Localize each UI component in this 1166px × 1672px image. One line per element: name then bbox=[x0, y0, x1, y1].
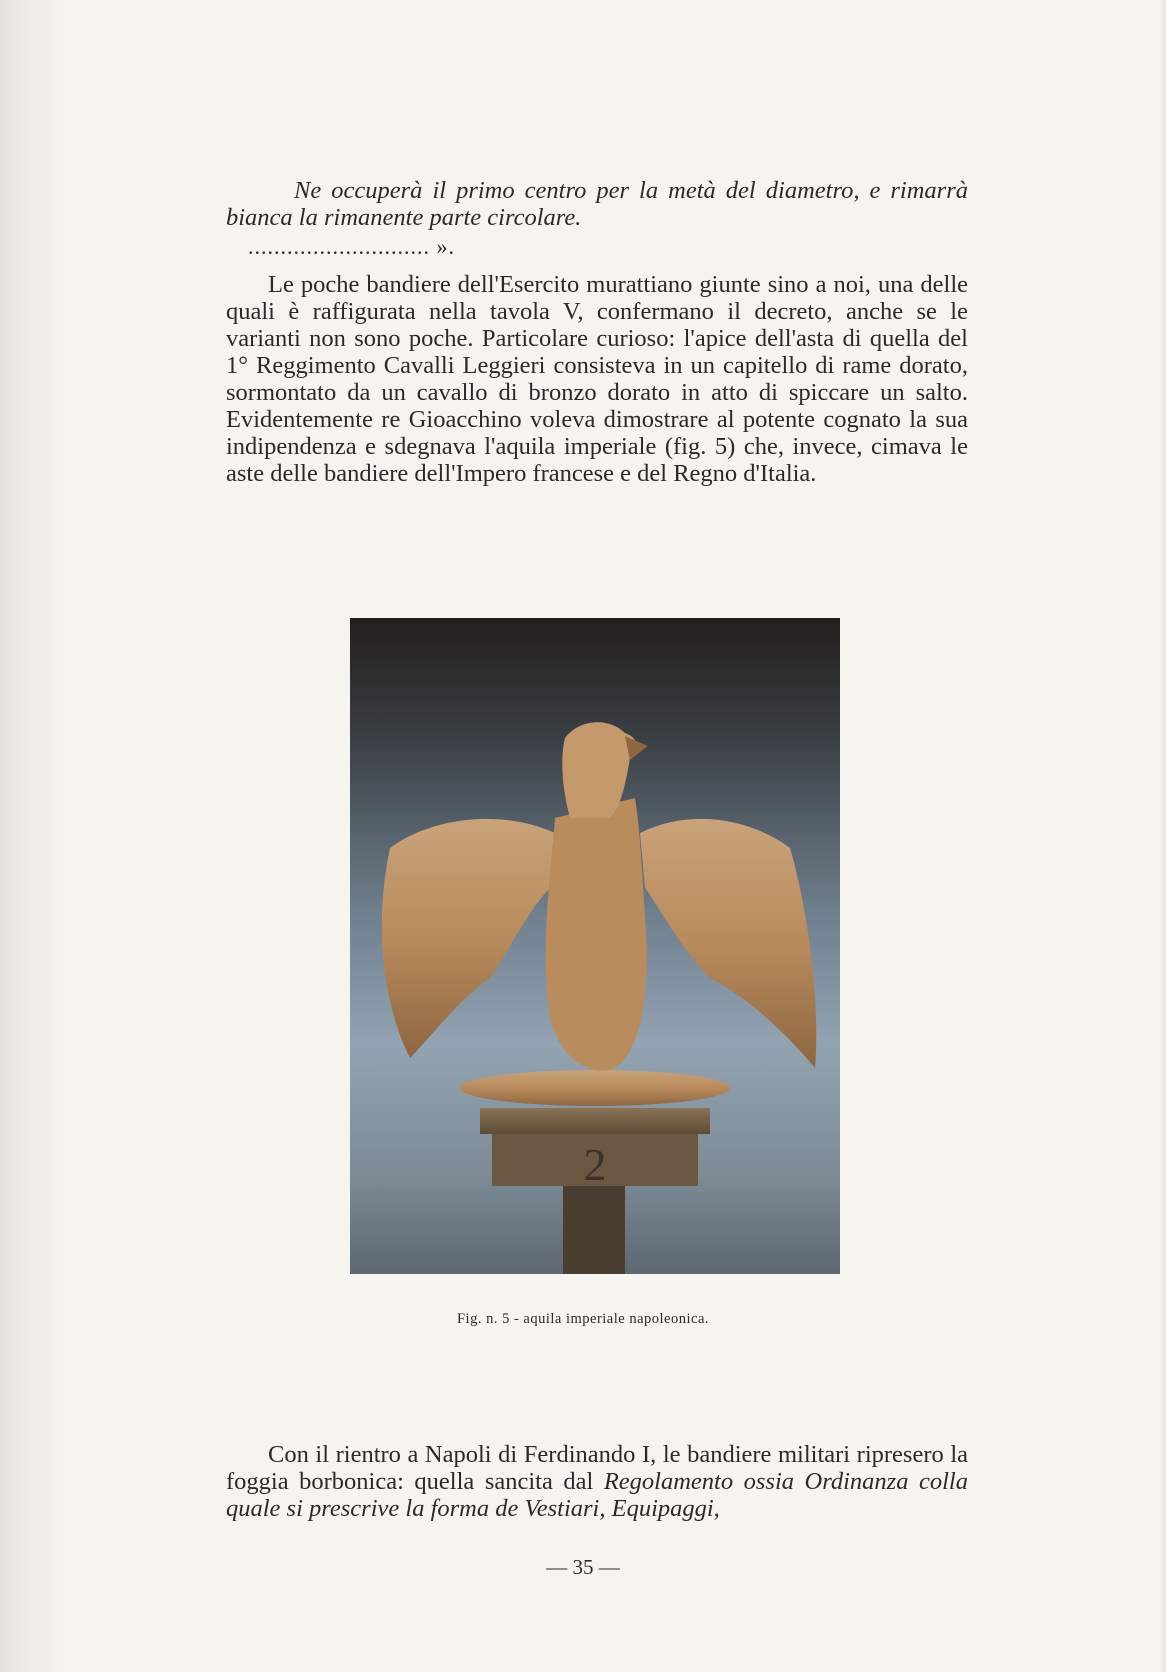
body-paragraph-1: Le poche bandiere dell'Esercito murattiano giunte sino a noi, una delle quali è raffigurata nella tavola V, confermano il decreto, anche se le varianti non sono poche. Particolare curioso: l'apice dell'asta di quella del 1° Reggimento Cavalli Leggieri consisteva in un capitello di rame dorato, sormontato da un cavallo di bronzo dorato in atto di spiccare un salto. Evidentemente re Gioacchino voleva dimostrare al potente cognato la sua indipendenza e sdegnava l'aquila imperiale (fig. 5) che, invece, cimava le aste delle bandiere dell'Impero francese e del Regno d'Italia. bbox=[226, 271, 968, 487]
page-edge bbox=[1160, 0, 1166, 1672]
page-number: — 35 — bbox=[546, 1555, 620, 1579]
eagle-photograph bbox=[350, 618, 840, 1274]
body-paragraph-2 bbox=[226, 1441, 968, 1522]
pedestal-number: 2 bbox=[583, 1139, 607, 1190]
left-wing bbox=[382, 819, 555, 1058]
eagle-body bbox=[546, 798, 647, 1071]
figure-caption: Fig. n. 5 - aquila imperiale napoleonica. bbox=[456, 1311, 710, 1327]
quote-ellipsis: ............................ ». bbox=[248, 234, 455, 259]
quote-text: Ne occuperà il primo centro per la metà del diametro, e rimarrà bianca la rimanente parte circolare. bbox=[226, 177, 968, 231]
paragraph-2-italic: Regolamento ossia Ordinanza colla quale si prescrive la forma de Vestiari, Equipaggi, bbox=[226, 1468, 968, 1522]
page-binding-shadow bbox=[0, 0, 70, 1672]
right-wing bbox=[640, 819, 816, 1068]
paragraph-2-text: Con il rientro a Napoli di Ferdinando I, le bandiere militari ripresero la foggia borbonica: quella sancita dal bbox=[226, 1441, 968, 1495]
pedestal-top bbox=[480, 1108, 710, 1134]
thunderbolt-base bbox=[460, 1070, 730, 1106]
eagle-illustration bbox=[350, 618, 840, 1274]
